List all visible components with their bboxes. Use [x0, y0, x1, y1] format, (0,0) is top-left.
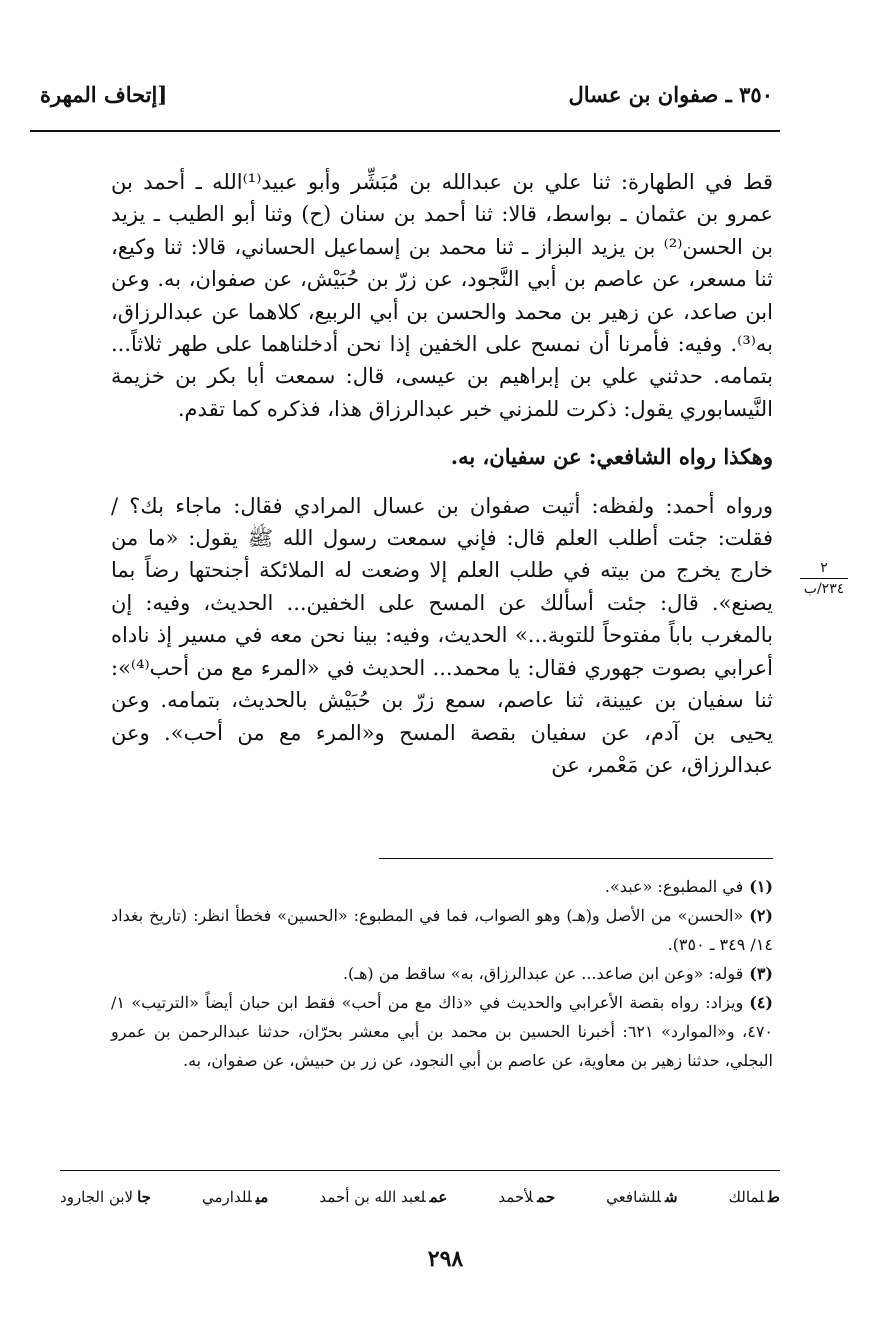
footnote-number: (٤) [749, 993, 773, 1012]
paragraph-2: وهكذا رواه الشافعي: عن سفيان، به. [450, 444, 773, 470]
footnote-number: (٢) [749, 906, 773, 925]
paragraph-gap [111, 425, 773, 441]
footnote-number: (٣) [749, 964, 773, 983]
abbreviations-legend [60, 1188, 780, 1206]
paragraph-3: ورواه أحمد: ولفظه: أتيت صفوان بن عسال المرادي فقال: ماجاء بك؟ / فقلت: جئت أطلب العلم قال: فإني سمعت رسول الله ﷺ يقول: «ما من خارج يخرج من بيته في طلب العلم إلا وضعت له الملائكة أجنحتها رضاً بما يصنع». قال: جئت أسألك عن المسح على الخفين... الحديث، وفيه: إن بالمغرب باباً مفتوحاً للتوبة...» الحديث، وفيه: بينا نحن معه في مسير إذ ناداه أعرابي بصوت جهوري فقال: يا محمد... الحديث في «المرء مع من أحب⁽⁴⁾»: ثنا سفيان بن عيينة، ثنا عاصم، سمع زرّ بن حُبَيْش بالحديث، بتمامه. وعن يحيى بن آدم، عن سفيان بقصة المسح و«المرء مع من أحب». وعن عبدالرزاق، عن مَعْمر، عن [111, 493, 773, 777]
footnote-rule [379, 858, 773, 859]
header-rule [30, 130, 780, 132]
footnote-1 [111, 872, 773, 901]
footnote-text: في المطبوع: «عبد». [604, 877, 744, 896]
footnote-2 [111, 901, 773, 959]
paragraph-1: قط في الطهارة: ثنا علي بن عبدالله بن مُبَشِّر وأبو عبيد⁽¹⁾الله ـ أحمد بن عمرو بن عثمان ـ بواسط، قالا: ثنا أحمد بن سنان (ح) وثنا أبو الطيب ـ يزيد بن الحسن⁽²⁾ بن يزيد البزاز ـ ثنا محمد بن إسماعيل الحساني، قالا: ثنا وكيع، ثنا مسعر، عن عاصم بن أبي النَّجود، عن زرّ بن حُبَيْش، عن صفوان، به. وعن ابن صاعد، عن زهير بن محمد والحسن بن أبي الربيع، كلاهما عن عبدالرزاق، به⁽³⁾. وفيه: فأمرنا أن نمسح على الخفين إذا نحن أدخلناهما على طهر ثلاثاً... بتمامه. حدثني علي بن إبراهيم بن عيسى، قال: سمعت أبا بكر بن خزيمة النَّيسابوري يقول: ذكرت للمزني خبر عبدالرزاق هذا، فذكره كما تقدم. [111, 170, 774, 421]
manuscript-folio-note [792, 560, 856, 597]
abbreviation-item [729, 1188, 780, 1206]
abbreviation-item [319, 1188, 447, 1206]
folio-note-top: ٢ [820, 560, 828, 576]
abbreviation-name: لأحمد [498, 1188, 534, 1206]
abbreviation-item [60, 1188, 151, 1206]
abbreviation-item [498, 1188, 555, 1206]
folio-note-divider [800, 578, 848, 579]
abbreviation-code: جا [137, 1188, 151, 1206]
abbreviation-code: ط [768, 1188, 780, 1206]
abbreviation-item [606, 1188, 677, 1206]
abbreviation-name: للدارمي [202, 1188, 252, 1206]
footnote-text: قوله: «وعن ابن صاعد... عن عبدالرزاق، به» ساقط من (هـ). [342, 964, 744, 983]
abbreviation-code: مي [255, 1188, 269, 1206]
abbreviation-name: لابن الجارود [60, 1188, 134, 1206]
abbreviation-code: حم [537, 1188, 556, 1206]
footnote-number: (١) [749, 877, 773, 896]
footnotes [111, 872, 773, 1075]
abbreviation-code: ش [664, 1188, 678, 1206]
footnote-text: «الحسن» من الأصل و(هـ) وهو الصواب، فما في المطبوع: «الحسين» فخطأ انظر: (تاريخ بغداد ١٤/ ٣٤٩ ـ ٣٥٠). [111, 906, 773, 954]
abbreviation-item [202, 1188, 268, 1206]
abbreviation-name: لمالك [728, 1188, 765, 1206]
footnote-text: ويزاد: رواه بقصة الأعرابي والحديث في «ذاك مع من أحب» فقط ابن حبان أيضاً «الترتيب» ١/ ٤٧٠، و«الموارد» ٦٢١: أخبرنا الحسين بن محمد بن أبي معشر بحرّان، حدثنا عبدالرحمن بن عمرو البجلي، حدثنا زهير بن معاوية، عن عاصم بن أبي النجود، عن زر بن حبيش، عن صفوان، به. [111, 993, 773, 1070]
abbreviations-rule [60, 1170, 780, 1171]
book-title-heading: [إتحاف المهرة [40, 82, 168, 107]
folio-note-bottom: ٢٣٤/ب [803, 581, 845, 597]
footnote-4 [111, 988, 773, 1075]
abbreviation-name: للشافعي [606, 1188, 661, 1206]
paragraph-gap [111, 474, 773, 490]
main-text [111, 166, 773, 781]
chapter-heading: ٣٥٠ ـ صفوان بن عسال [568, 82, 773, 107]
page-number: ٢٩٨ [427, 1246, 464, 1272]
footnote-3 [111, 959, 773, 988]
abbreviation-name: لعبد الله بن أحمد [319, 1188, 426, 1206]
abbreviation-code: عم [429, 1188, 448, 1206]
